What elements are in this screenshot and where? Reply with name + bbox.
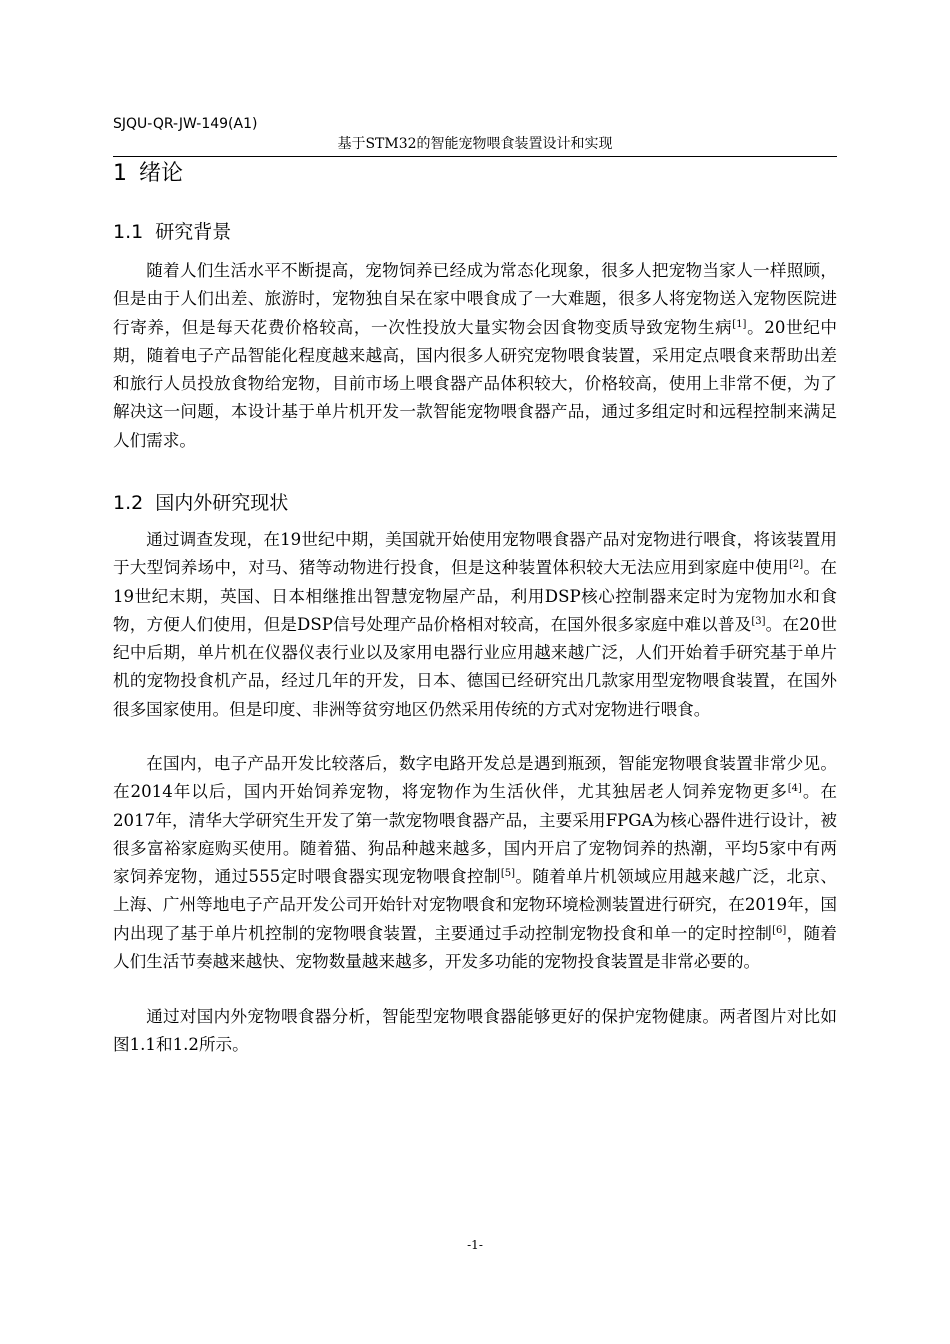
- paragraph-text: 。20世纪中期，随着电子产品智能化程度越来越高，国内很多人研究宠物喂食装置，采用定点喂食来帮助出差和旅行人员投放食物给宠物，目前市场上喂食器产品体积较大，价格较高，使用上非常不便，为了解决这一问题，本设计基于单片机开发一款智能宠物喂食器产品，通过多组定时和远程控制来满足人们需求。: [113, 317, 838, 450]
- section-heading-1-2: [113, 490, 288, 516]
- section-title: 研究背景: [155, 221, 232, 243]
- paragraph-text: 。随着单片机领域应用越来越广泛，北京、上海、广州等地电子产品开发公司开始针对宠物喂食和宠物环境检测装置进行研究，在2019年，国内出现了基于单片机控制的宠物喂食装置，主要通过手动控制宠物投食和单一的定时控制: [113, 867, 838, 943]
- chapter-title: 绪论: [139, 161, 184, 186]
- body-paragraph: [113, 526, 837, 724]
- body-paragraph: [113, 1003, 837, 1060]
- chapter-heading: [113, 159, 183, 189]
- chapter-number: 1: [113, 161, 127, 186]
- paragraph-text: 。在19世纪末期，英国、日本相继推出智慧宠物屋产品，利用DSP核心控制器来定时为宠物加水和食物，方便人们使用，但是DSP信号处理产品价格相对较高，在国外很多家庭中难以普及: [113, 558, 838, 634]
- running-header-title: 基于STM32的智能宠物喂食装置设计和实现: [113, 134, 837, 157]
- paragraph-text: 。在20世纪中后期，单片机在仪器仪表行业以及家用电器行业应用越来越广泛，人们开始着手研究基于单片机的宠物投食机产品，经过几年的开发，日本、德国已经研究出几款家用型宠物喂食装置，在国外很多国家使用。但是印度、非洲等贫穷地区仍然采用传统的方式对宠物进行喂食。: [113, 614, 837, 719]
- body-paragraph: [113, 257, 837, 455]
- paragraph-text: 通过调查发现，在19世纪中期，美国就开始使用宠物喂食器产品对宠物进行喂食，将该装置用于大型饲养场中，对马、猪等动物进行投食，但是这种装置体积较大无法应用到家庭中使用: [113, 530, 837, 578]
- paragraph-text: 在国内，电子产品开发比较落后，数字电路开发总是遇到瓶颈，智能宠物喂食装置非常少见。在2014年以后，国内开始饲养宠物，将宠物作为生活伙伴，尤其独居老人饲养宠物更多: [113, 754, 837, 802]
- paragraph-text: ，随着人们生活节奏越来越快、宠物数量越来越多，开发多功能的宠物投食装置是非常必要的。: [113, 923, 837, 971]
- document-code: SJQU-QR-JW-149(A1): [113, 116, 258, 132]
- paragraph-text: 随着人们生活水平不断提高，宠物饲养已经成为常态化现象，很多人把宠物当家人一样照顾，但是由于人们出差、旅游时，宠物独自呆在家中喂食成了一大难题，很多人将宠物送入宠物医院进行寄养，但是每天花费价格较高，一次性投放大量实物会因食物变质导致宠物生病: [113, 261, 837, 337]
- section-number: 1.1: [113, 221, 144, 243]
- body-paragraph: [113, 750, 837, 976]
- citation-ref: [3]: [751, 615, 766, 627]
- paragraph-text: 。在2017年，清华大学研究生开发了第一款宠物喂食器产品，主要采用FPGA为核心器件进行设计，被很多富裕家庭购买使用。随着猫、狗品种越来越多，国内开启了宠物饲养的热潮，平均5家中有两家饲养宠物，通过555定时喂食器实现宠物喂食控制: [113, 782, 838, 886]
- page-number: -1-: [467, 1238, 483, 1252]
- section-heading-1-1: [113, 219, 231, 245]
- section-title: 国内外研究现状: [155, 492, 289, 514]
- citation-ref: [4]: [787, 783, 802, 795]
- section-number: 1.2: [113, 492, 144, 514]
- citation-ref: [5]: [500, 868, 516, 879]
- paragraph-text: 通过对国内外宠物喂食器分析，智能型宠物喂食器能够更好的保护宠物健康。两者图片对比如图1.1和1.2所示。: [113, 1007, 837, 1055]
- citation-ref: [2]: [789, 559, 804, 571]
- citation-ref: [6]: [772, 924, 787, 936]
- citation-ref: [1]: [732, 318, 747, 330]
